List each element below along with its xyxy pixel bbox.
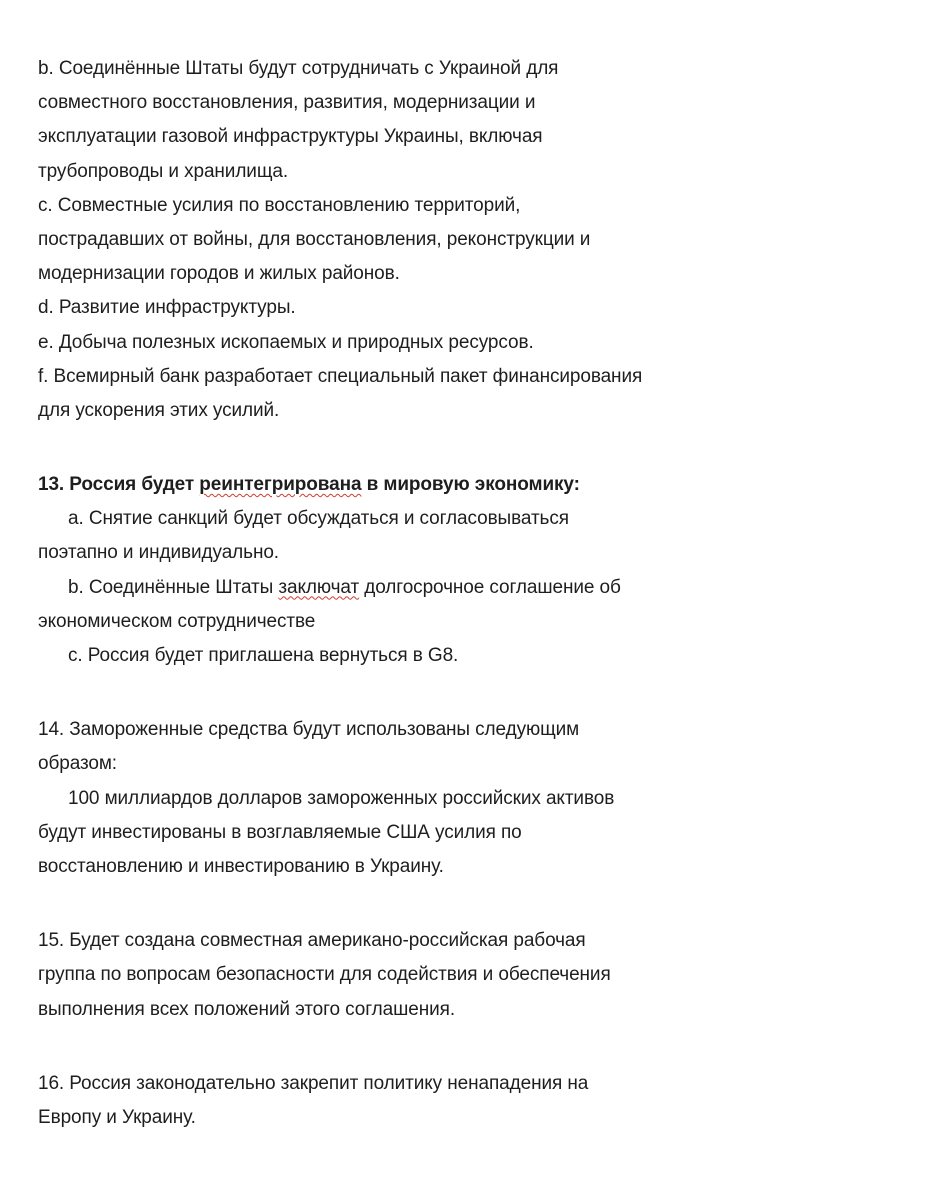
section-14 <box>38 713 898 884</box>
text-line: f. Всемирный банк разработает специальный пакет финансирования <box>38 365 643 387</box>
paragraph-gap <box>38 1027 898 1067</box>
item-b <box>38 52 898 189</box>
text-line: 100 миллиардов долларов замороженных российских активов <box>68 787 615 809</box>
text-line: будут инвестированы в возглавляемые США усилия по <box>38 821 522 843</box>
text-line: 16. Россия законодательно закрепит политику ненападения на <box>38 1072 589 1094</box>
text-segment: долгосрочное соглашение об <box>359 576 621 598</box>
text-line: d. Развитие инфраструктуры. <box>38 297 296 319</box>
heading-text: 13. Россия будет <box>38 474 200 496</box>
text-line: a. Снятие санкций будет обсуждаться и согласовываться <box>68 508 569 530</box>
text-line: для ускорения этих усилий. <box>38 399 280 421</box>
text-line: поэтапно и индивидуально. <box>38 542 279 564</box>
text-line: образом: <box>38 753 117 775</box>
text-line: эксплуатации газовой инфраструктуры Украины, включая <box>38 126 543 148</box>
text-line: c. Совместные усилия по восстановлению территорий, <box>38 194 521 216</box>
document-body <box>38 52 898 1135</box>
section-13-heading <box>38 468 898 502</box>
text-line: выполнения всех положений этого соглашения. <box>38 998 456 1020</box>
text-line <box>38 571 898 605</box>
text-line: экономическом сотрудничестве <box>38 610 316 632</box>
section-13 <box>38 468 898 673</box>
spellcheck-word: заключат <box>278 576 360 598</box>
text-segment: b. Соединённые Штаты <box>68 576 279 598</box>
text-line: пострадавших от войны, для восстановления, реконструкции и <box>38 228 591 250</box>
paragraph-gap <box>38 673 898 713</box>
paragraph-gap <box>38 884 898 924</box>
text-line: модернизации городов и жилых районов. <box>38 263 400 285</box>
spellcheck-word: реинтегрирована <box>199 474 362 496</box>
item-f <box>38 360 898 428</box>
text-line: b. Соединённые Штаты будут сотрудничать с Украиной для <box>38 58 559 79</box>
text-line: группа по вопросам безопасности для содействия и обеспечения <box>38 964 611 986</box>
text-line: e. Добыча полезных ископаемых и природных ресурсов. <box>38 331 534 353</box>
item-d <box>38 291 898 325</box>
paragraph-gap <box>38 428 898 468</box>
item-c <box>38 189 898 292</box>
text-line: 14. Замороженные средства будут использованы следующим <box>38 719 580 741</box>
item-e <box>38 326 898 360</box>
text-line: трубопроводы и хранилища. <box>38 160 289 182</box>
text-line: c. Россия будет приглашена вернуться в G8. <box>68 645 459 666</box>
text-line: 15. Будет создана совместная американо-российская рабочая <box>38 930 586 952</box>
heading-text: в мировую экономику: <box>361 474 580 496</box>
section-16 <box>38 1067 898 1135</box>
section-15 <box>38 924 898 1027</box>
text-line: Европу и Украину. <box>38 1106 196 1128</box>
text-line: восстановлению и инвестированию в Украину. <box>38 855 444 877</box>
text-line: совместного восстановления, развития, модернизации и <box>38 92 536 114</box>
